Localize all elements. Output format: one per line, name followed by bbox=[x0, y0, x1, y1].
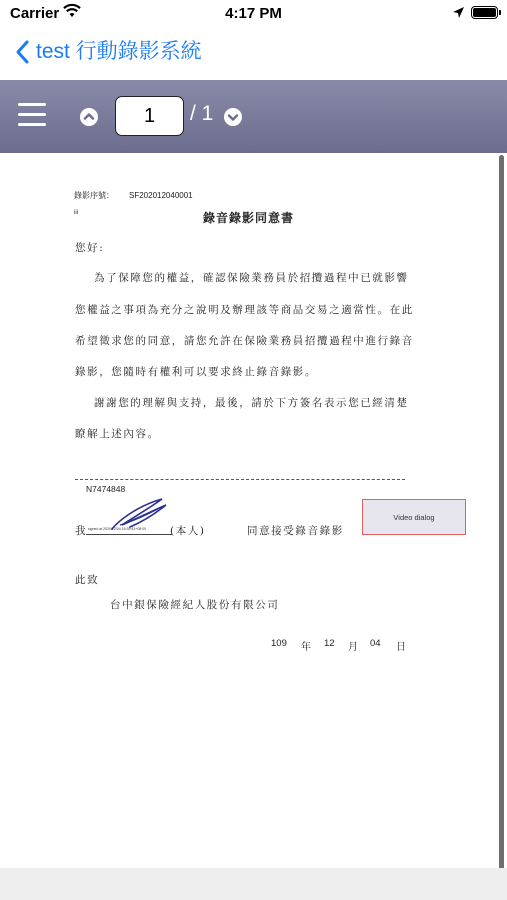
paragraph-2-line-2: 瞭解上述內容。 bbox=[75, 428, 160, 440]
hamburger-menu-icon[interactable] bbox=[18, 100, 46, 130]
back-title: test 行動錄影系統 bbox=[36, 40, 202, 63]
id-number: N7474848 bbox=[86, 484, 126, 494]
previous-page-button[interactable] bbox=[80, 108, 98, 126]
video-dialog-box[interactable]: Video dialog bbox=[362, 499, 466, 535]
pdf-toolbar bbox=[0, 80, 507, 153]
signature-timestamp: signed at 2020/12/04 16:39:43+08:00 bbox=[88, 527, 147, 531]
vertical-scrollbar[interactable] bbox=[499, 155, 504, 900]
paragraph-1-line-3: 希望徵求您的同意，請您允許在保險業務員招攬過程中進行錄音 bbox=[75, 335, 414, 347]
chevron-left-icon bbox=[12, 38, 34, 66]
chevron-down-icon bbox=[224, 108, 242, 126]
date-day-unit: 日 bbox=[396, 642, 406, 653]
paragraph-1-line-4: 錄影，您隨時有權利可以要求終止錄音錄影。 bbox=[75, 366, 317, 378]
serial-number: SF202012040001 bbox=[129, 191, 193, 200]
serial-label: 錄影序號： bbox=[74, 191, 114, 200]
clock: 4:17 PM bbox=[225, 5, 282, 22]
divider-line bbox=[75, 479, 405, 480]
signature-line bbox=[86, 534, 172, 535]
date-day: 04 bbox=[370, 638, 381, 649]
carrier-label: Carrier bbox=[10, 5, 60, 22]
date-year: 109 bbox=[271, 638, 287, 649]
signer-suffix: (本人) bbox=[170, 525, 206, 537]
date-year-unit: 年 bbox=[301, 642, 311, 653]
next-page-button[interactable] bbox=[224, 108, 242, 126]
paragraph-2-line-1: 謝謝您的理解與支持，最後，請於下方簽名表示您已經清楚 bbox=[94, 397, 409, 409]
greeting: 您好: bbox=[75, 242, 105, 254]
navigation-bar bbox=[0, 28, 507, 78]
date-month: 12 bbox=[324, 638, 335, 649]
status-bar bbox=[0, 0, 507, 28]
battery-icon bbox=[471, 6, 498, 19]
page-total: / 1 bbox=[190, 102, 214, 125]
closing: 此致 bbox=[75, 574, 100, 586]
paragraph-1-line-2: 您權益之事項為充分之說明及辦理該等商品交易之適當性。在此 bbox=[75, 304, 414, 316]
document-title: 錄音錄影同意書 bbox=[203, 211, 295, 225]
company-name: 台中銀保險經紀人股份有限公司 bbox=[110, 599, 280, 611]
bottom-bar bbox=[0, 868, 507, 900]
location-arrow-icon bbox=[452, 6, 465, 19]
paragraph-1-line-1: 為了保障您的權益，確認保險業務員於招攬過程中已就影響 bbox=[94, 272, 409, 284]
tiny-mark: iii bbox=[74, 210, 78, 216]
date-month-unit: 月 bbox=[348, 642, 358, 653]
back-button[interactable] bbox=[12, 38, 202, 66]
chevron-up-icon bbox=[80, 108, 98, 126]
signer-prefix: 我 bbox=[75, 525, 88, 537]
consent-text: 同意接受錄音錄影 bbox=[247, 525, 344, 537]
page-number-input[interactable] bbox=[115, 96, 184, 136]
